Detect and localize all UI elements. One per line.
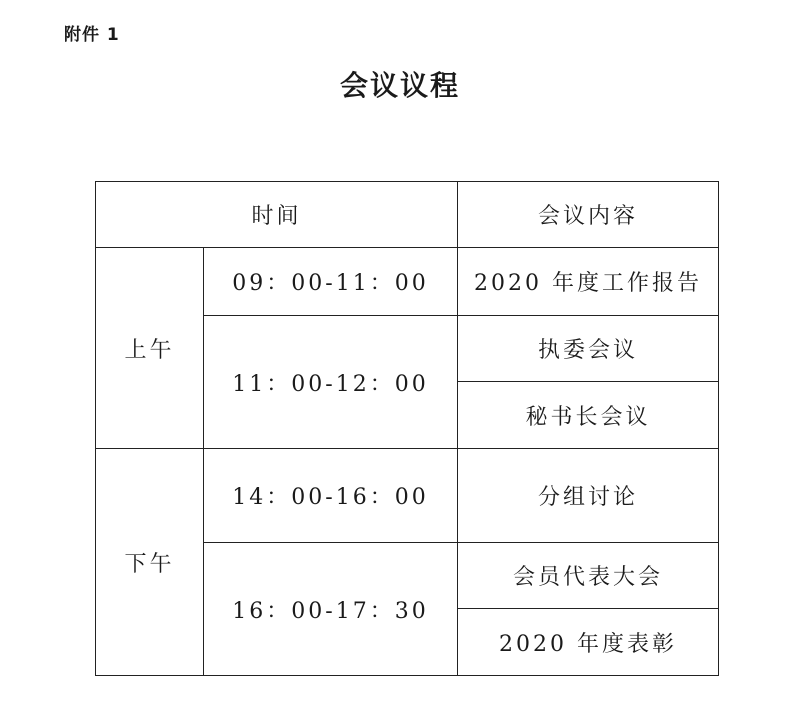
time-cell: 11：00-12：00 <box>204 316 458 449</box>
period-afternoon: 下午 <box>96 449 204 676</box>
page-title: 会议议程 <box>339 69 460 102</box>
time-cell: 16：00-17：30 <box>204 543 458 676</box>
table-row <box>96 449 719 543</box>
content-cell: 分组讨论 <box>458 449 719 543</box>
time-cell: 09：00-11：00 <box>204 248 458 316</box>
period-morning: 上午 <box>96 248 204 449</box>
header-time: 时间 <box>96 182 458 248</box>
content-cell: 会员代表大会 <box>458 543 719 609</box>
content-cell: 2020 年度工作报告 <box>458 248 719 316</box>
time-cell: 14：00-16：00 <box>204 449 458 543</box>
attachment-label: 附件 1 <box>64 25 120 45</box>
content-cell: 执委会议 <box>458 316 719 382</box>
content-cell: 秘书长会议 <box>458 382 719 449</box>
content-cell: 2020 年度表彰 <box>458 609 719 676</box>
agenda-table <box>95 181 719 676</box>
header-content: 会议内容 <box>458 182 719 248</box>
table-row <box>96 248 719 316</box>
table-header-row <box>96 182 719 248</box>
